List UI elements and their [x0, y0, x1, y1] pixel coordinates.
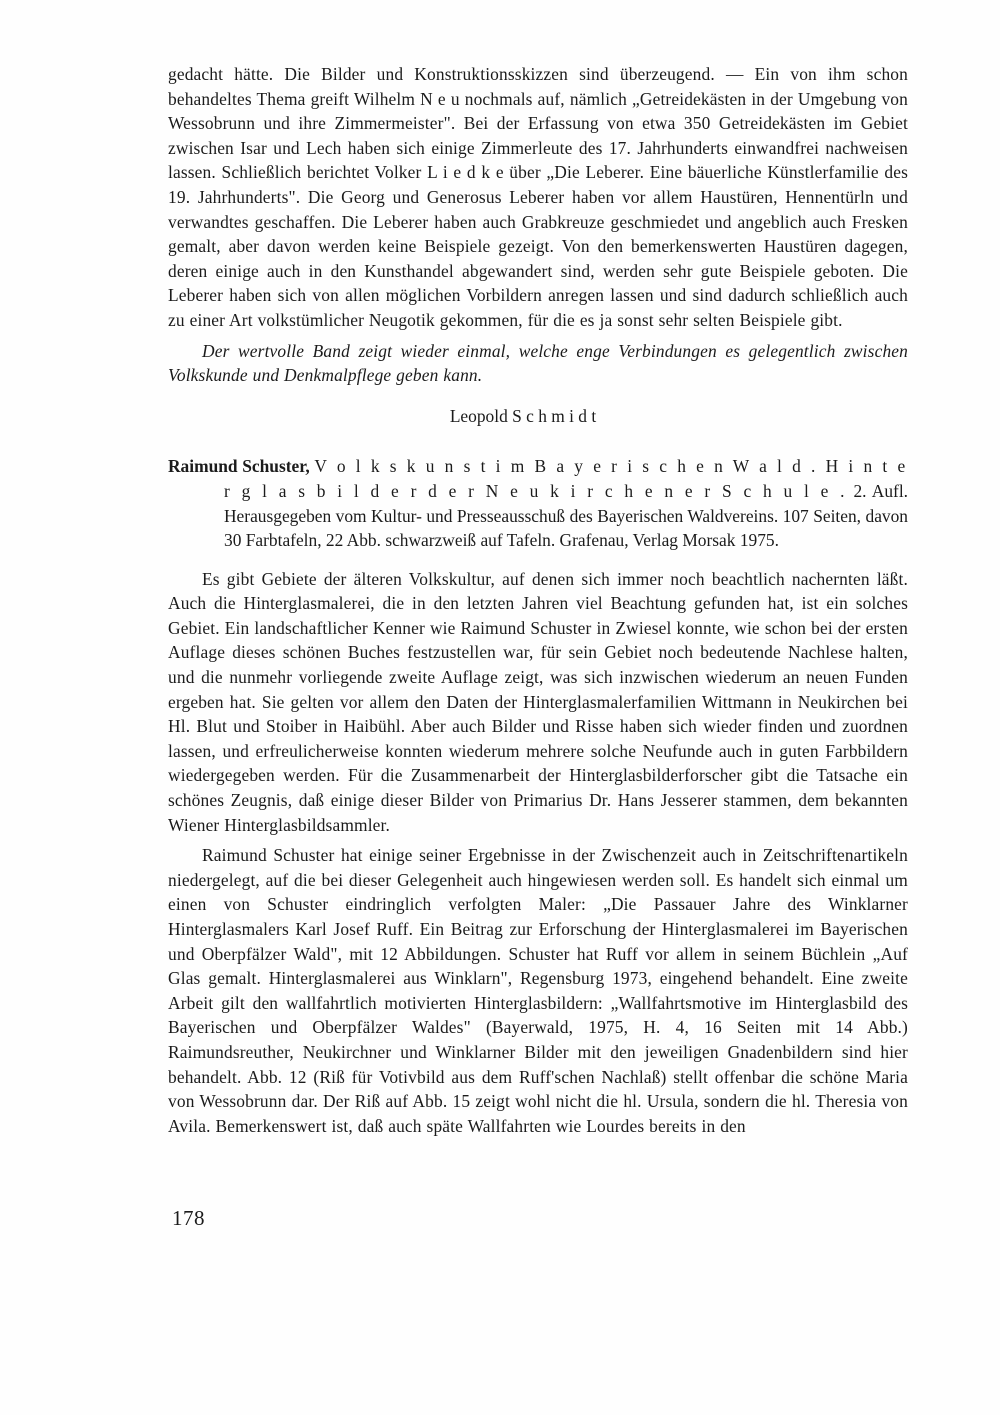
closing-paragraph [168, 339, 908, 388]
review-body-paragraph-1: Es gibt Gebiete der älteren Volkskultur, auf denen sich immer noch beachtlich nachernten läßt. Auch die Hinterglasmalerei, die in den letzten Jahren viel Beachtung gefunden hat, ist ein solches Gebiet. Ein landschaftlicher Kenner wie Raimund Schuster in Zwiesel konnte, wie schon bei der ersten Auflage dieses schönen Buches festzustellen war, für sein Gebiet noch bedeutende Nachlese halten, und die nunmehr vorliegende zweite Auflage zeigt, was sich inzwischen wiederum an neuen Funden ergeben hat. Sie gelten vor allem den Daten der Hinterglasmalerfamilien Wittmann in Neukirchen bei Hl. Blut und Stoiber in Haibühl. Aber auch Bilder und Risse haben sich wieder finden und zuordnen lassen, und erfreulicherweise konnten wiederum mehrere solche Neufunde auch in guten Farbbildern wiedergegeben werden. Für die Zusammenarbeit der Hinterglasbilderforscher gibt die Tatsache ein schönes Zeugnis, daß einige dieser Bilder von Primarius Dr. Hans Jesserer stammen, dem bekannten Wiener Hinterglasbildsammler. [168, 568, 908, 835]
review-title: V o l k s k u n s t i m B a y e r i s c h e n W a l d . H i n t e r g l a s b i l d e r d e r N e u k i r c h e n e r S c h u l e . [224, 456, 908, 501]
page-number: 178 [172, 1206, 205, 1230]
review-edition-info: 2. Aufl. Herausgegeben vom Kultur- und Presseausschuß des Bayerischen Waldvereins. 107 Seiten, davon 30 Farbtafeln, 22 Abb. schwarzweiß auf Tafeln. Grafenau, Verlag Morsak 1975. [224, 480, 908, 551]
review-heading [168, 454, 908, 552]
page-content [168, 62, 908, 1138]
closing-paragraph-text: Der wertvolle Band zeigt wieder einmal, welche enge Verbindungen es gelegentlich zwischen Volkskunde und Denkmalpflege geben kann. [168, 340, 908, 386]
review-author: Raimund Schuster, [168, 456, 310, 477]
paragraph-continuation: gedacht hätte. Die Bilder und Konstruktionsskizzen sind überzeugend. — Ein von ihm schon behandeltes Thema greift Wilhelm N e u nochmals auf, nämlich „Getreidekästen in der Umgebung von Wessobrunn und ihre Zimmermeister". Bei der Erfassung von etwa 350 Getreidekästen im Gebiet zwischen Isar und Lech haben sich einige Zimmerleute des 17. Jahrhunderts einwandfrei nachweisen lassen. Schließlich berichtet Volker L i e d k e über „Die Leberer. Eine bäuerliche Künstlerfamilie des 19. Jahrhunderts". Die Georg und Generosus Leberer haben vor allem Haustüren, Hennentürln und verwandtes geschaffen. Die Leberer haben auch Grabkreuze geschmiedet und angeblich auch Fresken gemalt, aber davon werden keine Beispiele gezeigt. Von den bemerkenswerten Haustüren dagegen, deren einige auch in den Kunsthandel abgewandert sind, werden sehr gute Beispiele geboten. Die Leberer haben sich von allen möglichen Vorbildern anregen lassen und sind dadurch schließlich auch zu einer Art volkstümlicher Neugotik gekommen, für die es ja sonst sehr selten Beispiele gibt. [168, 64, 908, 330]
review-body-paragraph-2: Raimund Schuster hat einige seiner Ergebnisse in der Zwischenzeit auch in Zeitschriftenartikeln niedergelegt, auf die bei dieser Gelegenheit auch hingewiesen werden soll. Es handelt sich einmal um einen von Schuster eindringlich verfolgten Maler: „Die Passauer Jahre des Winklarner Hinterglasmalers Karl Josef Ruff. Ein Beitrag zur Erforschung der Hinterglasmalerei im Bayerischen und Oberpfälzer Wald", mit 12 Abbildungen. Schuster hat Ruff vor allem in seinem Büchlein „Auf Glas gemalt. Hinterglasmalerei aus Winklarn", Regensburg 1973, eingehend behandelt. Eine zweite Arbeit gilt den wallfahrtlich motivierten Hinterglasbildern: „Wallfahrtsmotive im Hinterglasbild des Bayerischen und Oberpfälzer Waldes" (Bayerwald, 1975, H. 4, 16 Seiten mit 14 Abb.) Raimundsreuther, Neukirchner und Winklarner Bilder mit den jeweiligen Gnadenbildern sind hier behandelt. Abb. 12 (Riß für Votivbild aus dem Ruff'schen Nachlaß) stellt offenbar die schöne Maria von Wessobrunn dar. Der Riß auf Abb. 15 zeigt wohl nicht die hl. Ursula, sondern die hl. Theresia von Avila. Bemerkenswert ist, daß auch späte Wallfahrten wie Lourdes bereits in den [168, 845, 908, 1136]
review-signature: Leopold S c h m i d t [449, 405, 597, 426]
